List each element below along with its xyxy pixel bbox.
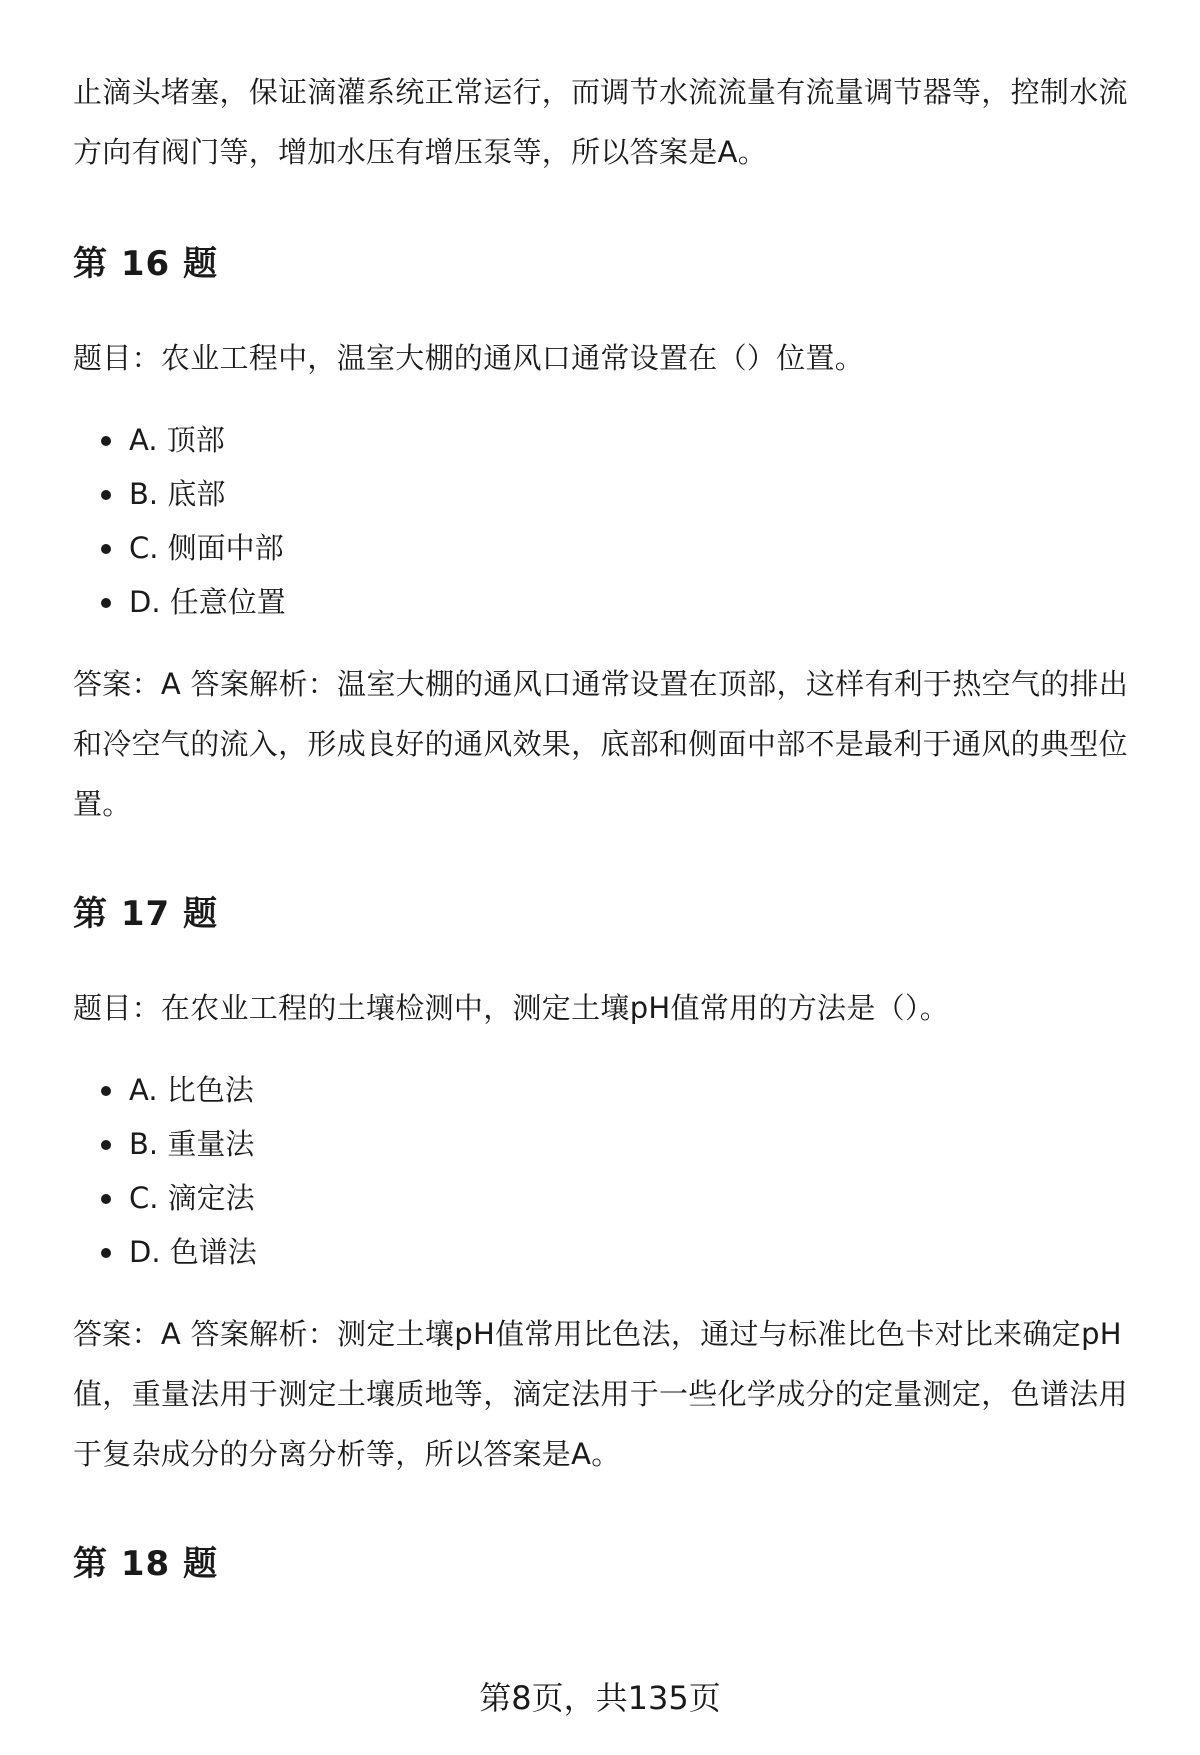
question-text: 题目：农业工程中，温室大棚的通风口通常设置在（）位置。: [73, 341, 865, 375]
option-item: [73, 1222, 1153, 1282]
answer-line: 置。: [73, 787, 132, 821]
bullet-icon: [101, 1248, 111, 1258]
question-17: [73, 884, 1153, 1484]
option-item: [73, 1168, 1153, 1228]
intro-paragraph: [73, 62, 1153, 182]
option-label: A. 顶部: [129, 423, 225, 457]
intro-line: 止滴头堵塞，保证滴灌系统正常运行，而调节水流流量有流量调节器等，控制水流: [73, 75, 1128, 109]
bullet-icon: [101, 544, 111, 554]
answer-line: 于复杂成分的分离分析等，所以答案是A。: [73, 1437, 621, 1471]
option-list: [73, 410, 1153, 632]
option-item: [73, 1114, 1153, 1174]
option-item: [73, 572, 1153, 632]
intro-line: 方向有阀门等，增加水压有增压泵等，所以答案是A。: [73, 135, 768, 169]
answer-explanation: [73, 1304, 1153, 1484]
option-item: [73, 518, 1153, 578]
question-18: [73, 1534, 1153, 1594]
answer-line: 答案：A 答案解析：测定土壤pH值常用比色法，通过与标准比色卡对比来确定pH: [73, 1317, 1122, 1351]
document-page: [73, 0, 1153, 1594]
answer-line: 值，重量法用于测定土壤质地等，滴定法用于一些化学成分的定量测定，色谱法用: [73, 1377, 1128, 1411]
option-label: B. 重量法: [129, 1127, 255, 1161]
question-heading: 第 16 题: [73, 244, 218, 284]
option-list: [73, 1060, 1153, 1282]
question-heading: 第 18 题: [73, 1544, 218, 1584]
option-label: C. 侧面中部: [129, 531, 284, 565]
option-label: D. 任意位置: [129, 585, 286, 619]
bullet-icon: [101, 1194, 111, 1204]
bullet-icon: [101, 436, 111, 446]
option-item: [73, 464, 1153, 524]
answer-line: 和冷空气的流入，形成良好的通风效果，底部和侧面中部不是最利于通风的典型位: [73, 727, 1128, 761]
option-label: C. 滴定法: [129, 1181, 255, 1215]
option-label: B. 底部: [129, 477, 226, 511]
answer-line: 答案：A 答案解析：温室大棚的通风口通常设置在顶部，这样有利于热空气的排出: [73, 667, 1129, 701]
option-label: D. 色谱法: [129, 1235, 257, 1269]
option-item: [73, 410, 1153, 470]
question-text: 题目：在农业工程的土壤检测中，测定土壤pH值常用的方法是（）。: [73, 991, 950, 1025]
bullet-icon: [101, 1086, 111, 1096]
bullet-icon: [101, 1140, 111, 1150]
bullet-icon: [101, 598, 111, 608]
option-item: [73, 1060, 1153, 1120]
question-16: [73, 234, 1153, 834]
question-heading: 第 17 题: [73, 894, 218, 934]
page-number-footer: 第8页，共135页: [479, 1679, 721, 1717]
bullet-icon: [101, 490, 111, 500]
option-label: A. 比色法: [129, 1073, 254, 1107]
answer-explanation: [73, 654, 1153, 834]
